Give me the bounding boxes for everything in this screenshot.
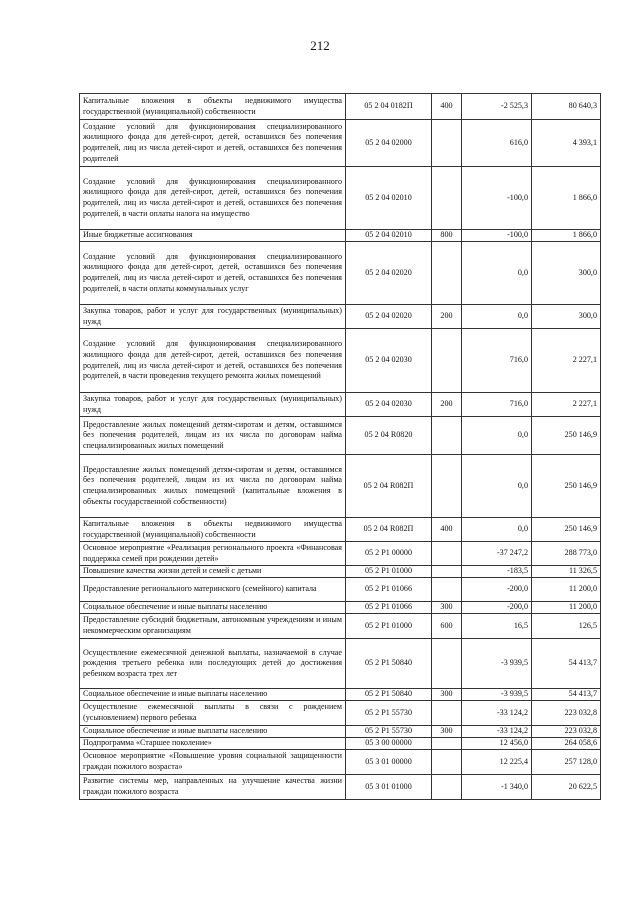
row-code: 05 2 P1 01066 xyxy=(346,578,432,602)
row-change: -2 525,3 xyxy=(462,94,532,120)
table-row xyxy=(80,94,601,120)
row-vr: 400 xyxy=(432,94,462,120)
row-total: 4 393,1 xyxy=(532,120,601,167)
table-row xyxy=(80,305,601,329)
row-total: 80 640,3 xyxy=(532,94,601,120)
row-total: 250 146,9 xyxy=(532,455,601,518)
row-name: Социальное обеспечение и иные выплаты населению xyxy=(80,689,346,701)
row-name: Основное мероприятие «Реализация регионального проекта «Финансовая поддержка семей при рождении детей» xyxy=(80,542,346,566)
table-row xyxy=(80,726,601,738)
row-name: Капитальные вложения в объекты недвижимого имущества государственной (муниципальной) собственности xyxy=(80,518,346,542)
row-vr xyxy=(432,566,462,578)
row-code: 05 3 00 00000 xyxy=(346,738,432,750)
row-vr xyxy=(432,242,462,305)
row-change: -200,0 xyxy=(462,578,532,602)
row-code: 05 2 04 R0820 xyxy=(346,417,432,455)
row-code: 05 2 04 02020 xyxy=(346,305,432,329)
row-vr xyxy=(432,120,462,167)
row-name: Осуществление ежемесячной выплаты в связи с рождением (усыновлением) первого ребенка xyxy=(80,701,346,726)
row-change: 0,0 xyxy=(462,417,532,455)
row-name: Подпрограмма «Старшее поколение» xyxy=(80,738,346,750)
row-code: 05 2 P1 55730 xyxy=(346,701,432,726)
row-name: Создание условий для функционирования специализированного жилищного фонда для детей-сирот, детей, оставшихся без попечения родителей, лиц из числа детей-сирот и детей, оставшихся без попечения родителей, в части проведения текущего ремонта жилых помещений xyxy=(80,329,346,393)
row-name: Социальное обеспечение и иные выплаты населению xyxy=(80,726,346,738)
row-name: Закупка товаров, работ и услуг для государственных (муниципальных) нужд xyxy=(80,305,346,329)
row-change: 716,0 xyxy=(462,329,532,393)
row-change: -3 939,5 xyxy=(462,639,532,689)
row-name: Капитальные вложения в объекты недвижимого имущества государственной (муниципальной) собственности xyxy=(80,94,346,120)
row-code: 05 2 04 02030 xyxy=(346,329,432,393)
row-name: Предоставление субсидий бюджетным, автономным учреждениям и иным некоммерческим организациям xyxy=(80,614,346,639)
row-code: 05 2 04 R082П xyxy=(346,518,432,542)
row-total: 250 146,9 xyxy=(532,417,601,455)
row-vr: 200 xyxy=(432,393,462,417)
row-vr: 300 xyxy=(432,689,462,701)
row-code: 05 2 04 02000 xyxy=(346,120,432,167)
row-change: -183,5 xyxy=(462,566,532,578)
row-total: 2 227,1 xyxy=(532,393,601,417)
table-row xyxy=(80,639,601,689)
row-code: 05 2 04 R082П xyxy=(346,455,432,518)
row-vr: 600 xyxy=(432,614,462,639)
row-total: 54 413,7 xyxy=(532,689,601,701)
row-total: 257 128,0 xyxy=(532,750,601,775)
row-name: Основное мероприятие «Повышение уровня социальной защищенности граждан пожилого возраста» xyxy=(80,750,346,775)
row-change: 12 456,0 xyxy=(462,738,532,750)
row-change: -1 340,0 xyxy=(462,775,532,800)
table-row xyxy=(80,614,601,639)
row-change: -100,0 xyxy=(462,167,532,230)
row-change: 716,0 xyxy=(462,393,532,417)
row-change: -3 939,5 xyxy=(462,689,532,701)
row-code: 05 2 P1 55730 xyxy=(346,726,432,738)
row-code: 05 2 04 02010 xyxy=(346,167,432,230)
table-row xyxy=(80,775,601,800)
table-row xyxy=(80,750,601,775)
row-change: 0,0 xyxy=(462,242,532,305)
row-change: 616,0 xyxy=(462,120,532,167)
table-row xyxy=(80,578,601,602)
row-total: 223 032,8 xyxy=(532,701,601,726)
row-vr xyxy=(432,750,462,775)
row-vr xyxy=(432,701,462,726)
row-total: 54 413,7 xyxy=(532,639,601,689)
row-change: -33 124,2 xyxy=(462,726,532,738)
row-total: 1 866,0 xyxy=(532,230,601,242)
row-name: Создание условий для функционирования специализированного жилищного фонда для детей-сирот, детей, оставшихся без попечения родителей, лиц из числа детей-сирот и детей, оставшихся без попечения родителей, в части оплаты налога на имущество xyxy=(80,167,346,230)
table-row xyxy=(80,689,601,701)
row-code: 05 2 P1 01000 xyxy=(346,566,432,578)
row-total: 288 773,0 xyxy=(532,542,601,566)
page-number: 212 xyxy=(310,38,330,53)
row-code: 05 2 P1 00000 xyxy=(346,542,432,566)
row-vr: 300 xyxy=(432,726,462,738)
table-row xyxy=(80,542,601,566)
row-vr xyxy=(432,455,462,518)
table-row xyxy=(80,455,601,518)
row-change: -200,0 xyxy=(462,602,532,614)
row-total: 2 227,1 xyxy=(532,329,601,393)
table-row xyxy=(80,230,601,242)
row-total: 11 200,0 xyxy=(532,602,601,614)
row-code: 05 2 P1 50840 xyxy=(346,639,432,689)
row-total: 223 032,8 xyxy=(532,726,601,738)
row-change: 16,5 xyxy=(462,614,532,639)
row-name: Осуществление ежемесячной денежной выплаты, назначаемой в случае рождения третьего ребенка или последующих детей до достижения ребенком возраста трех лет xyxy=(80,639,346,689)
row-change: 0,0 xyxy=(462,518,532,542)
row-vr xyxy=(432,639,462,689)
row-code: 05 2 P1 01066 xyxy=(346,602,432,614)
row-code: 05 3 01 00000 xyxy=(346,750,432,775)
row-change: 0,0 xyxy=(462,455,532,518)
row-code: 05 2 04 02010 xyxy=(346,230,432,242)
table-row xyxy=(80,120,601,167)
row-code: 05 2 P1 01000 xyxy=(346,614,432,639)
row-total: 126,5 xyxy=(532,614,601,639)
row-vr: 400 xyxy=(432,518,462,542)
row-vr xyxy=(432,417,462,455)
row-name: Предоставление жилых помещений детям-сиротам и детям, оставшимся без попечения родителей, лицам из их числа по договорам найма специализированных жилых помещений xyxy=(80,417,346,455)
row-total: 250 146,9 xyxy=(532,518,601,542)
row-code: 05 3 01 01000 xyxy=(346,775,432,800)
table-row xyxy=(80,738,601,750)
row-change: -37 247,2 xyxy=(462,542,532,566)
row-code: 05 2 04 02020 xyxy=(346,242,432,305)
table-row xyxy=(80,566,601,578)
row-change: -100,0 xyxy=(462,230,532,242)
row-vr: 200 xyxy=(432,305,462,329)
row-change: 0,0 xyxy=(462,305,532,329)
row-total: 20 622,5 xyxy=(532,775,601,800)
row-name: Развитие системы мер, направленных на улучшение качества жизни граждан пожилого возраста xyxy=(80,775,346,800)
row-change: -33 124,2 xyxy=(462,701,532,726)
row-name: Создание условий для функционирования специализированного жилищного фонда для детей-сирот, детей, оставшихся без попечения родителей, лиц из числа детей-сирот и детей, оставшихся без попечения родителей, в части оплаты коммунальных услуг xyxy=(80,242,346,305)
row-vr xyxy=(432,542,462,566)
row-vr: 800 xyxy=(432,230,462,242)
table-row xyxy=(80,417,601,455)
row-total: 11 326,5 xyxy=(532,566,601,578)
row-vr xyxy=(432,329,462,393)
row-total: 300,0 xyxy=(532,305,601,329)
row-code: 05 2 P1 50840 xyxy=(346,689,432,701)
table-row xyxy=(80,701,601,726)
row-name: Социальное обеспечение и иные выплаты населению xyxy=(80,602,346,614)
row-total: 264 058,6 xyxy=(532,738,601,750)
row-vr xyxy=(432,578,462,602)
row-total: 300,0 xyxy=(532,242,601,305)
row-name: Предоставление регионального материнского (семейного) капитала xyxy=(80,578,346,602)
table-row xyxy=(80,167,601,230)
row-vr: 300 xyxy=(432,602,462,614)
row-name: Иные бюджетные ассигнования xyxy=(80,230,346,242)
row-total: 1 866,0 xyxy=(532,167,601,230)
row-total: 11 200,0 xyxy=(532,578,601,602)
row-name: Предоставление жилых помещений детям-сиротам и детям, оставшимся без попечения родителей, лицам из их числа по договорам найма специализированных жилых помещений (капитальные вложения в объекты государственной собственности) xyxy=(80,455,346,518)
row-name: Повышение качества жизни детей и семей с детьми xyxy=(80,566,346,578)
table-row xyxy=(80,602,601,614)
row-vr xyxy=(432,167,462,230)
table-row xyxy=(80,242,601,305)
row-code: 05 2 04 02030 xyxy=(346,393,432,417)
table-row xyxy=(80,329,601,393)
row-change: 12 225,4 xyxy=(462,750,532,775)
row-name: Закупка товаров, работ и услуг для государственных (муниципальных) нужд xyxy=(80,393,346,417)
row-code: 05 2 04 0182П xyxy=(346,94,432,120)
table-row xyxy=(80,393,601,417)
table-row xyxy=(80,518,601,542)
budget-table xyxy=(79,93,601,800)
row-name: Создание условий для функционирования специализированного жилищного фонда для детей-сирот, детей, оставшихся без попечения родителей, лиц из числа детей-сирот и детей, оставшихся без попечения родителей xyxy=(80,120,346,167)
row-vr xyxy=(432,738,462,750)
row-vr xyxy=(432,775,462,800)
